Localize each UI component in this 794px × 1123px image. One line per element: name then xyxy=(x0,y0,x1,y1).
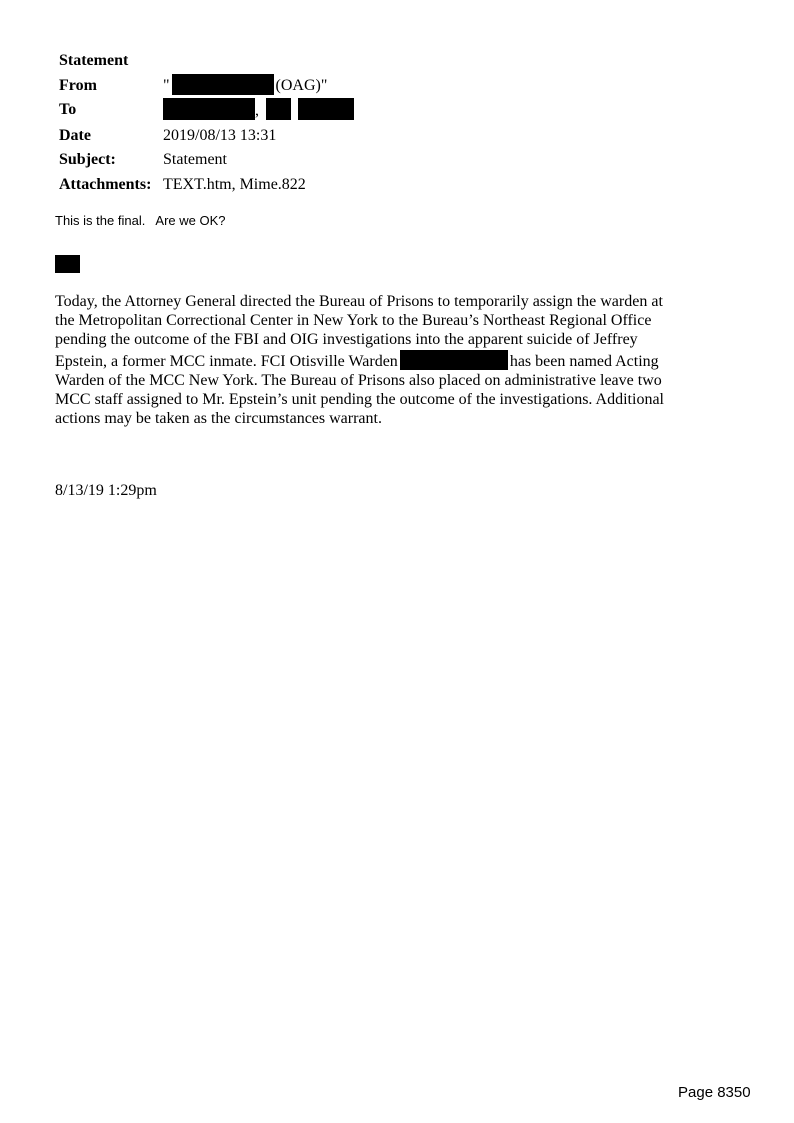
body-line-segment: Epstein, a former MCC inmate. FCI Otisville Warden xyxy=(55,352,398,370)
from-value xyxy=(163,74,354,99)
date-row xyxy=(59,124,354,149)
from-redaction xyxy=(172,74,274,95)
date-value: 2019/08/13 13:31 xyxy=(163,126,277,144)
body-line: the Metropolitan Correctional Center in New York to the Bureau’s Northeast Regional Office xyxy=(55,312,652,330)
body-line-with-redaction xyxy=(55,350,745,371)
date-label: Date xyxy=(59,126,91,144)
to-row xyxy=(59,98,354,124)
warden-name-redaction xyxy=(400,350,508,370)
subject-value: Statement xyxy=(163,151,227,168)
from-row xyxy=(59,74,354,99)
body-line: Today, the Attorney General directed the Bureau of Prisons to temporarily assign the warden at xyxy=(55,293,663,310)
from-prefix: " xyxy=(163,76,170,94)
header-title: Statement xyxy=(59,52,129,69)
email-note: This is the final. Are we OK? xyxy=(55,213,226,228)
initials-redaction xyxy=(55,255,80,273)
to-separator: , xyxy=(255,102,259,119)
from-label: From xyxy=(59,76,97,94)
attachments-row xyxy=(59,173,354,198)
subject-row xyxy=(59,148,354,173)
page-number: Page 8350 xyxy=(678,1084,751,1101)
attachments-label: Attachments: xyxy=(59,175,152,193)
to-redaction-3 xyxy=(298,98,354,120)
body-line: actions may be taken as the circumstances warrant. xyxy=(55,410,382,428)
to-redaction-2 xyxy=(266,98,291,120)
subject-label: Subject: xyxy=(59,151,116,168)
to-redaction-1 xyxy=(163,98,255,120)
from-suffix: (OAG)" xyxy=(275,76,328,94)
to-value xyxy=(163,98,354,124)
body-line-segment: has been named Acting xyxy=(509,352,659,370)
statement-body xyxy=(55,292,745,428)
to-label: To xyxy=(59,101,77,118)
body-line: Warden of the MCC New York. The Bureau of Prisons also placed on administrative leave two xyxy=(55,371,662,389)
email-header xyxy=(59,49,354,197)
body-line: MCC staff assigned to Mr. Epstein’s unit pending the outcome of the investigations. Additional xyxy=(55,391,664,409)
body-line: pending the outcome of the FBI and OIG investigations into the apparent suicide of Jeffrey xyxy=(55,331,638,349)
statement-timestamp: 8/13/19 1:29pm xyxy=(55,482,157,499)
header-title-row xyxy=(59,49,354,74)
attachments-value: TEXT.htm, Mime.822 xyxy=(163,175,306,193)
